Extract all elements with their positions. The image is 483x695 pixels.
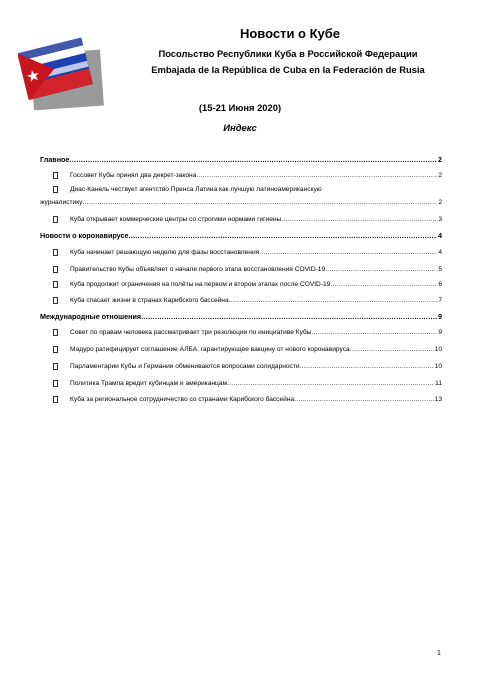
toc-item[interactable]: Куба начинает решающую неделю для фазы восстановления ..... 4 [70, 248, 442, 257]
page-number: 1 [437, 650, 441, 657]
toc-item[interactable]: Куба открывает коммерческие центры со строгими нормами гигиены ..... 3 [70, 215, 442, 224]
toc-item[interactable]: Политика Трампа вредит кубинцам и американцам ..... 11 [70, 379, 442, 388]
cuba-russia-flag-logo [18, 36, 104, 110]
bullet-icon [53, 297, 58, 304]
toc-item[interactable]: Совет по правам человека рассматривает три резолюции по инициативе Кубы ..... 9 [70, 328, 442, 337]
bullet-icon [53, 329, 58, 336]
toc-item[interactable]: Мадуро ратифицирует соглашение АЛБА, гарантирующее вакцину от нового коронавируса ..... 10 [70, 345, 442, 354]
embassy-name-es: Embajada de la República de Cuba en la Federación de Rusia [151, 64, 425, 75]
page-title: Новости о Кубе [239, 26, 341, 41]
toc-item-text[interactable]: Диас-Канель чествует агентство Пренса Латина как лучшую латиноамериканскую [70, 186, 322, 193]
bullet-icon [53, 363, 58, 370]
toc-item-continuation[interactable]: журналистику ..... 2 [40, 198, 442, 207]
toc-section-international[interactable]: Международные отношения ..... 9 [40, 312, 442, 321]
toc-item[interactable]: Куба спасает жизни в странах Карибского бассейна ..... 7 [70, 296, 442, 305]
embassy-name-ru: Посольство Республики Куба в Российской Федерации [158, 48, 418, 59]
toc-section-coronavirus[interactable]: Новости о коронавирусе ..... 4 [40, 231, 442, 240]
bullet-icon [53, 216, 58, 223]
bullet-icon [53, 281, 58, 288]
index-heading: Индекс [223, 122, 257, 133]
bullet-icon [53, 249, 58, 256]
toc-item[interactable]: Парламентарии Кубы и Германии обмениваются вопросами солидарности ..... 10 [70, 362, 442, 371]
toc-section-main[interactable]: Главное ..... 2 [40, 155, 442, 164]
bullet-icon [53, 380, 58, 387]
toc-item[interactable]: Куба продолжит ограничения на полёты на первом и втором этапах после COVID-19 ..... 6 [70, 280, 442, 289]
bullet-icon [53, 186, 58, 193]
date-range: (15-21 Июня 2020) [198, 102, 282, 113]
toc-item[interactable]: Куба за региональное сотрудничество со странами Карибского бассейна ..... 13 [70, 395, 442, 404]
toc-item[interactable]: Госсовет Кубы принял два декрет-закона ..... 2 [70, 171, 442, 180]
bullet-icon [53, 266, 58, 273]
bullet-icon [53, 346, 58, 353]
bullet-icon [53, 396, 58, 403]
bullet-icon [53, 172, 58, 179]
toc-item[interactable]: Правительство Кубы объявляет о начале первого этапа восстановления COVID-19 ..... 5 [70, 265, 442, 274]
